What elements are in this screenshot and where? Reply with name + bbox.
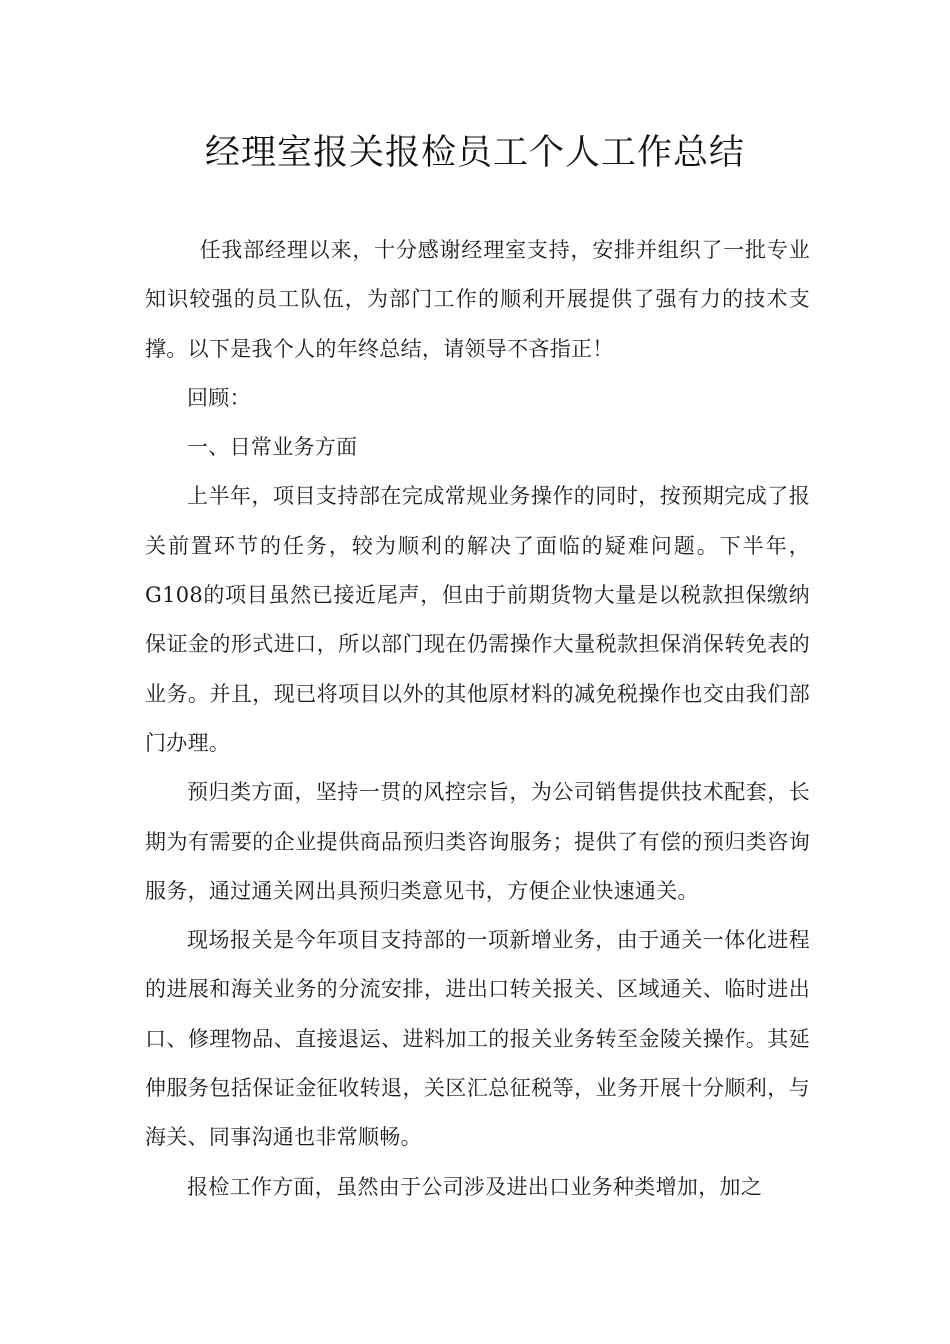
paragraph-intro: 任我部经理以来，十分感谢经理室支持，安排并组织了一批专业知识较强的员工队伍，为部门工作的顺利开展提供了强有力的技术支撑。以下是我个人的年终总结，请领导不吝指正！ [145, 238, 810, 361]
paragraph-review-heading: 回顾： [187, 385, 251, 410]
paragraph-inspection-work: 报检工作方面，虽然由于公司涉及进出口业务种类增加，加之 [187, 1174, 763, 1199]
paragraph-onsite-declaration: 现场报关是今年项目支持部的一项新增业务，由于通关一体化进程的进展和海关业务的分流安排，进出口转关报关、区域通关、临时进出口、修理物品、直接退运、进料加工的报关业务转至金陵关操作。其延伸服务包括保证金征收转退，关区汇总征税等，业务开展十分顺利，与海关、同事沟通也非常顺畅。 [145, 928, 810, 1150]
section-heading-daily-business: 一、日常业务方面 [187, 435, 358, 460]
document-body [145, 226, 810, 1212]
paragraph-daily-business: 上半年，项目支持部在完成常规业务操作的同时，按预期完成了报关前置环节的任务，较为顺利的解决了面临的疑难问题。下半年，G108的项目虽然已接近尾声，但由于前期货物大量是以税款担保缴纳保证金的形式进口，所以部门现在仍需操作大量税款担保消保转免表的业务。并且，现已将项目以外的其他原材料的减免税操作也交由我们部门办理。 [145, 484, 810, 755]
document-title: 经理室报关报检员工个人工作总结 [204, 133, 745, 173]
paragraph-pre-classification: 预归类方面，坚持一贯的风控宗旨，为公司销售提供技术配套，长期为有需要的企业提供商品预归类咨询服务；提供了有偿的预归类咨询服务，通过通关网出具预归类意见书，方便企业快速通关。 [145, 780, 810, 903]
